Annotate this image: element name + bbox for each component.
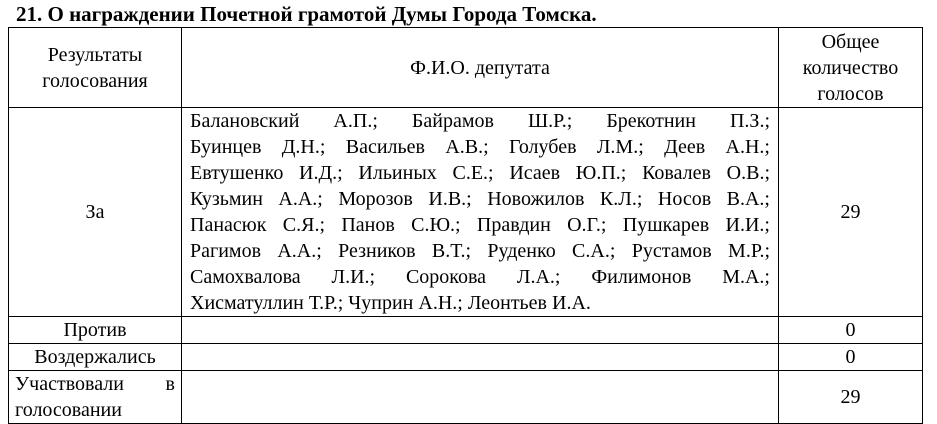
deputies-line: Панасюк С.Я.; Панов С.Ю.; Правдин О.Г.; Пушкарев И.И.; bbox=[190, 214, 770, 236]
table-row bbox=[9, 344, 923, 371]
result-cell: Воздержались bbox=[9, 344, 182, 371]
deputies-line: Самохвалова Л.И.; Сорокова Л.А.; Филимонов М.А.; bbox=[190, 266, 770, 288]
deputies-line: Балановский А.П.; Байрамов Ш.Р.; Брекотнин П.З.; bbox=[190, 110, 770, 132]
table-header-row bbox=[9, 28, 923, 108]
header-deputy-name: Ф.И.О. депутата bbox=[182, 28, 779, 108]
deputies-line: Буинцев Д.Н.; Васильев А.В.; Голубев Л.М.; Деев А.Н.; bbox=[190, 136, 770, 158]
deputies-cell bbox=[182, 371, 779, 424]
table-row bbox=[9, 108, 923, 317]
result-cell: За bbox=[9, 108, 182, 317]
deputies-line: Евтушенко И.Д.; Ильиных С.Е.; Исаев Ю.П.; Ковалев О.В.; bbox=[190, 162, 770, 184]
deputies-line: Рагимов А.А.; Резников В.Т.; Руденко С.А.; Рустамов М.Р.; bbox=[190, 240, 770, 262]
total-cell: 29 bbox=[779, 108, 923, 317]
deputies-line: Хисматуллин Т.Р.; Чуприн А.Н.; Леонтьев И.А. bbox=[190, 292, 591, 314]
deputies-cell bbox=[182, 344, 779, 371]
deputies-cell bbox=[182, 108, 779, 317]
total-cell: 0 bbox=[779, 344, 923, 371]
header-result: Результаты голосования bbox=[9, 28, 182, 108]
deputies-line: Кузьмин А.А.; Морозов И.В.; Новожилов К.Л.; Носов В.А.; bbox=[190, 188, 770, 210]
section-title: 21. О награждении Почетной грамотой Думы Города Томска. bbox=[16, 2, 597, 26]
voting-results-table bbox=[8, 27, 923, 424]
result-cell: Против bbox=[9, 317, 182, 344]
table-row bbox=[9, 371, 923, 424]
deputies-cell bbox=[182, 317, 779, 344]
total-cell: 0 bbox=[779, 317, 923, 344]
table-row bbox=[9, 317, 923, 344]
result-cell: Участвовали в голосовании bbox=[9, 371, 182, 424]
header-total: Общее количество голосов bbox=[779, 28, 923, 108]
total-cell: 29 bbox=[779, 371, 923, 424]
